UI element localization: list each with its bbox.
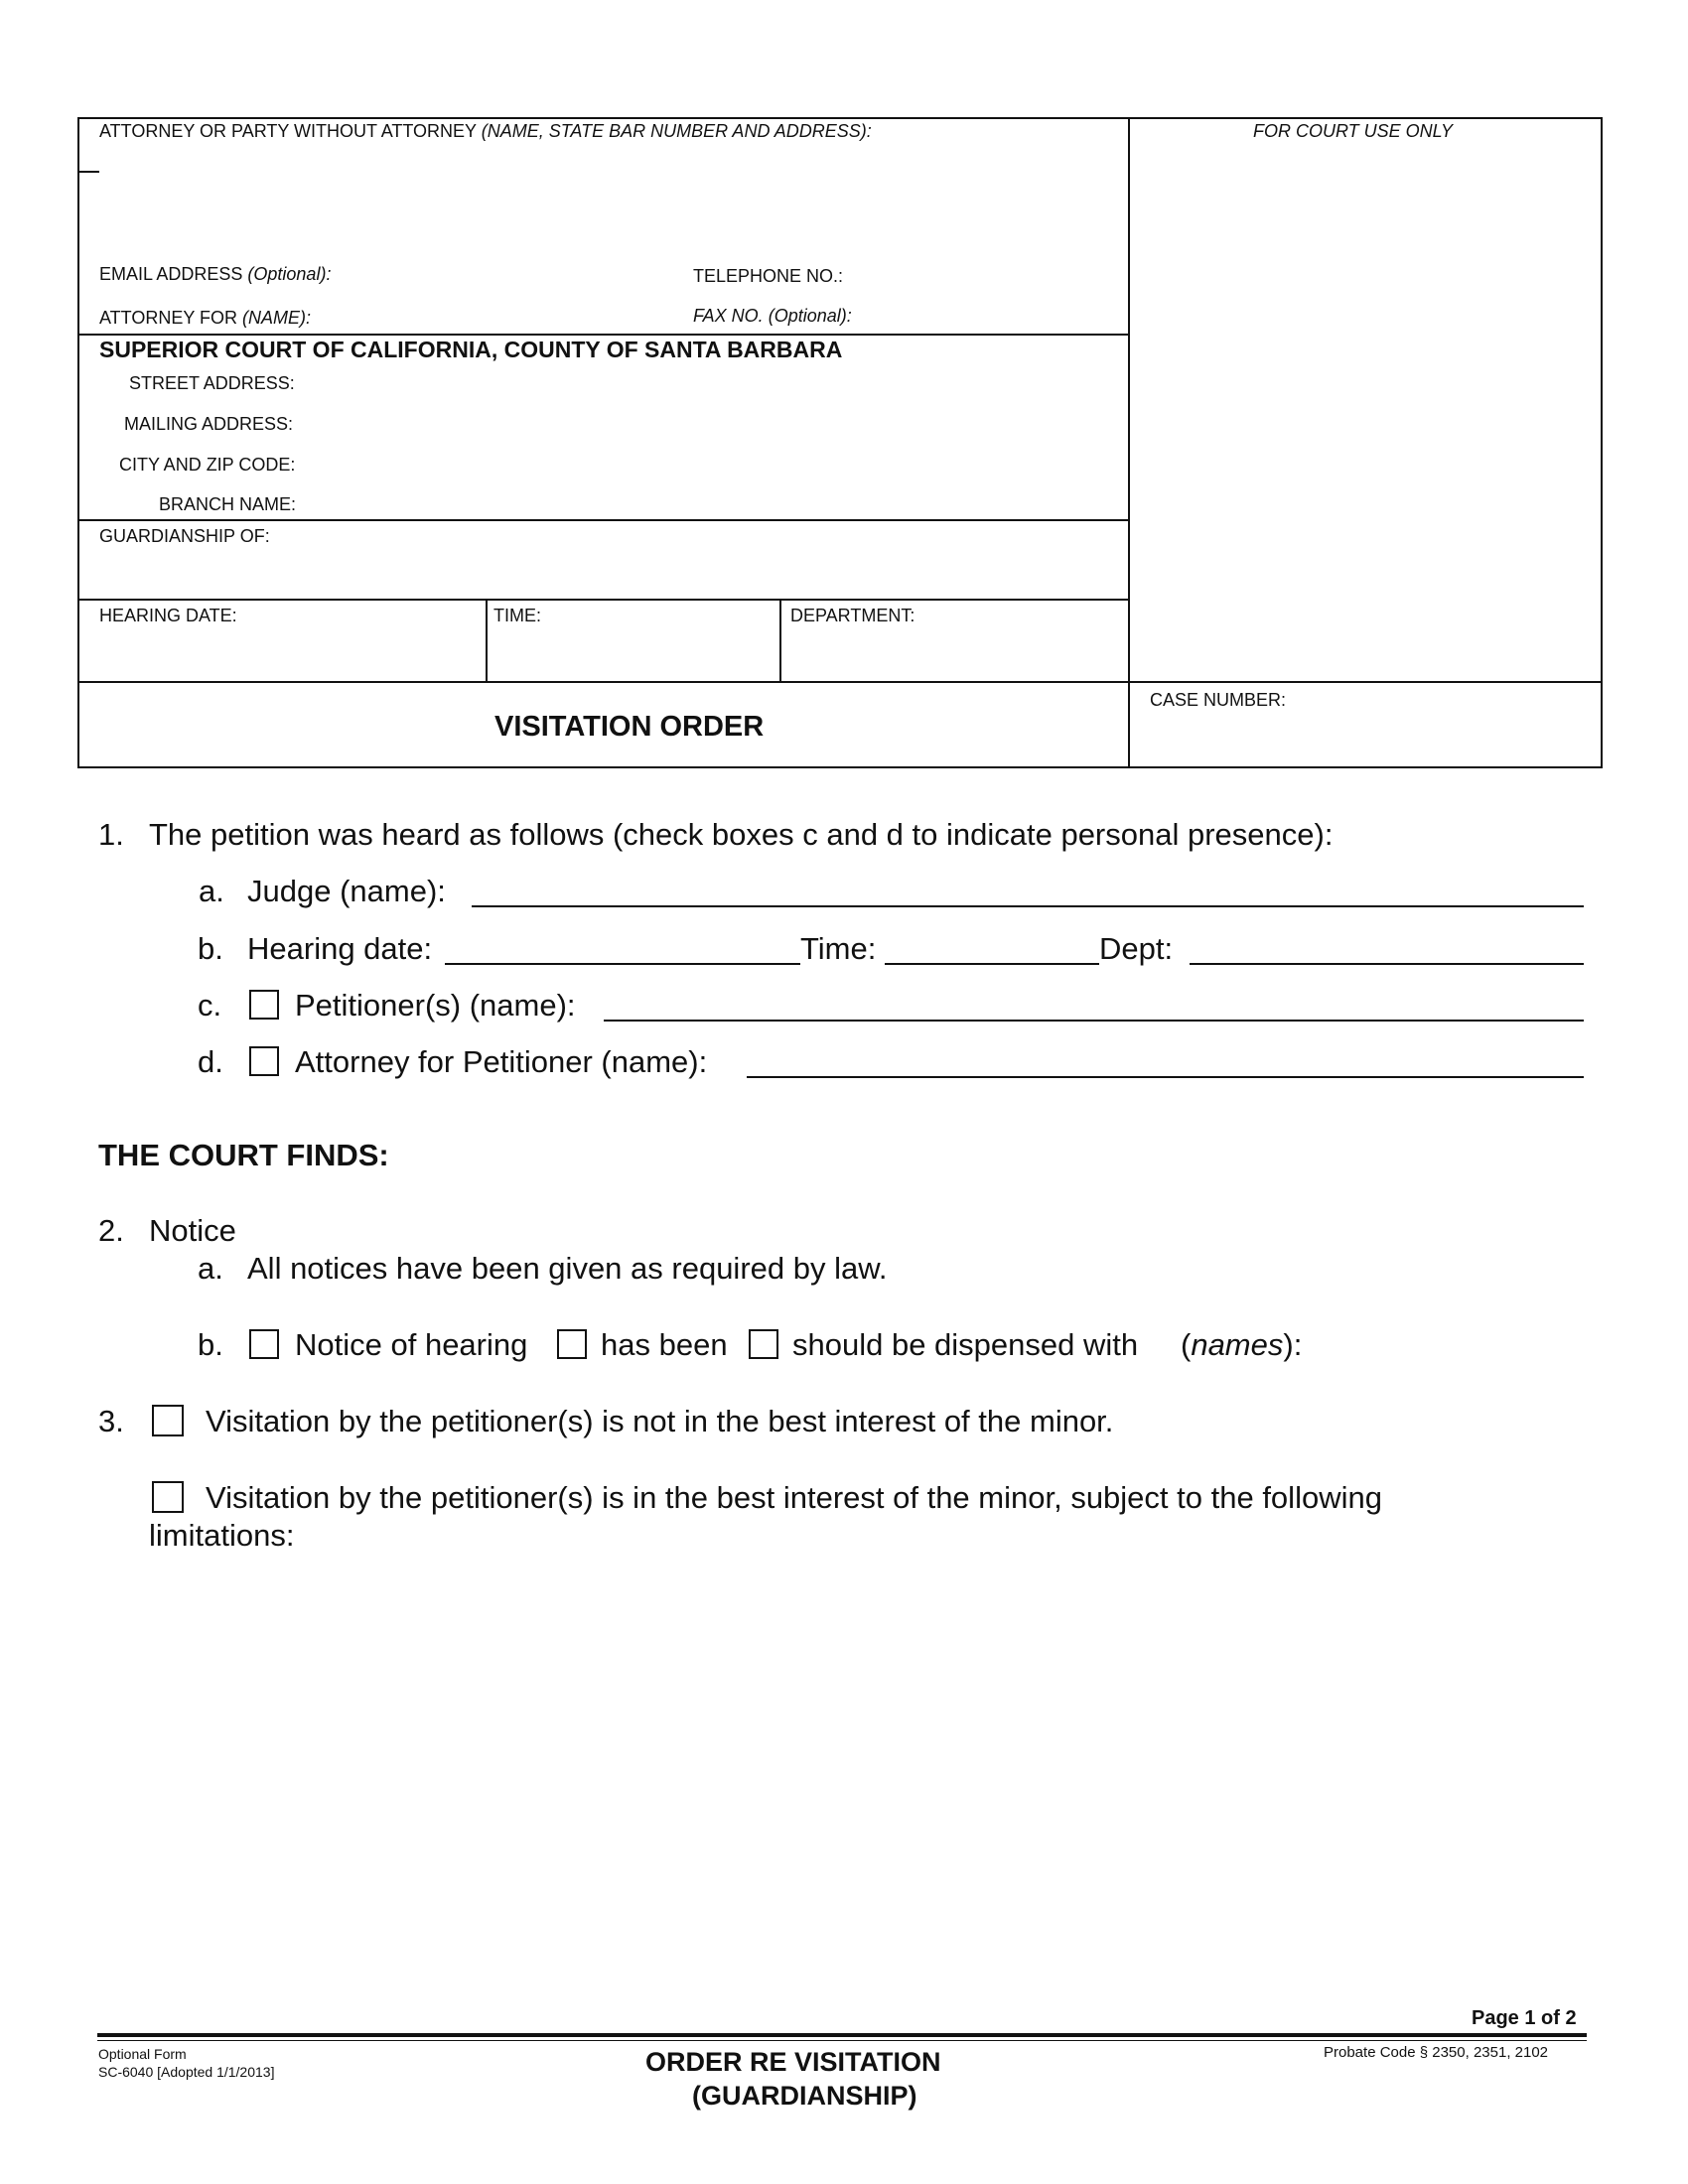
item-1d-text: Attorney for Petitioner (name): — [295, 1044, 708, 1079]
item-1b-dept-label: Dept: — [1099, 931, 1174, 966]
footer-rule-thin — [97, 2040, 1587, 2041]
footer-title-line1: ORDER RE VISITATION — [645, 2047, 941, 2077]
email-label: EMAIL ADDRESS (Optional): — [99, 264, 332, 284]
attorney-for-label: ATTORNEY FOR (NAME): — [99, 308, 312, 328]
form-id-label: SC-6040 [Adopted 1/1/2013] — [98, 2064, 275, 2080]
item-2-title: Notice — [149, 1213, 236, 1248]
footer-rule-thick — [97, 2033, 1587, 2037]
item-1c-letter: c. — [198, 988, 222, 1023]
rule-title — [79, 681, 1603, 683]
case-number-label: CASE NUMBER: — [1150, 690, 1287, 710]
best-interest-label-line2: limitations: — [149, 1518, 295, 1553]
tick-mark — [79, 171, 99, 173]
item-2b-letter: b. — [198, 1327, 223, 1362]
hearing-divider-2 — [779, 599, 781, 682]
item-1c-text: Petitioner(s) (name): — [295, 988, 576, 1023]
telephone-label: TELEPHONE NO.: — [693, 266, 844, 286]
notice-of-hearing-label: Notice of hearing — [295, 1327, 528, 1362]
hearing-date-label: HEARING DATE: — [99, 606, 237, 625]
item-1b-letter: b. — [198, 931, 223, 966]
caption-header — [77, 117, 1603, 768]
has-been-checkbox[interactable] — [557, 1329, 587, 1359]
branch-name-label: BRANCH NAME: — [159, 494, 297, 514]
rule-hearing — [79, 599, 1128, 601]
has-been-label: has been — [601, 1327, 728, 1362]
form-title: VISITATION ORDER — [494, 711, 765, 743]
hearing-time-field[interactable] — [885, 963, 1099, 965]
petitioner-name-field[interactable] — [604, 1020, 1584, 1022]
item-1-text: The petition was heard as follows (check boxes c and d to indicate personal presence): — [149, 817, 1334, 852]
item-2a-text: All notices have been given as required by law. — [247, 1251, 888, 1286]
attorney-label: ATTORNEY OR PARTY WITHOUT ATTORNEY (NAME, STATE BAR NUMBER AND ADDRESS): — [99, 121, 872, 141]
dispensed-checkbox[interactable] — [749, 1329, 778, 1359]
petitioner-checkbox[interactable] — [249, 990, 279, 1020]
hearing-date-field[interactable] — [445, 963, 800, 965]
item-1b-hearing-label: Hearing date: — [247, 931, 433, 966]
rule-court — [79, 334, 1128, 336]
not-best-interest-label: Visitation by the petitioner(s) is not in the best interest of the minor. — [206, 1404, 1114, 1438]
department-label: DEPARTMENT: — [790, 606, 915, 625]
not-best-interest-checkbox[interactable] — [152, 1405, 184, 1436]
hearing-divider-1 — [486, 599, 488, 682]
attorney-checkbox[interactable] — [249, 1046, 279, 1076]
court-use-label: FOR COURT USE ONLY — [1253, 121, 1454, 141]
hearing-dept-field[interactable] — [1190, 963, 1584, 965]
court-name: SUPERIOR COURT OF CALIFORNIA, COUNTY OF SANTA BARBARA — [99, 337, 843, 362]
header-divider — [1128, 119, 1130, 768]
probate-code-label: Probate Code § 2350, 2351, 2102 — [1324, 2044, 1549, 2061]
rule-guardianship — [79, 519, 1128, 521]
judge-name-field[interactable] — [472, 905, 1584, 907]
street-address-label: STREET ADDRESS: — [129, 373, 295, 393]
mailing-address-label: MAILING ADDRESS: — [124, 414, 294, 434]
best-interest-checkbox[interactable] — [152, 1481, 184, 1513]
item-2a-letter: a. — [198, 1251, 223, 1286]
fax-label: FAX NO. (Optional): — [693, 306, 852, 326]
item-2-number: 2. — [98, 1213, 124, 1248]
item-3-number: 3. — [98, 1404, 124, 1438]
item-1-number: 1. — [98, 817, 124, 852]
dispensed-label: should be dispensed with — [792, 1327, 1139, 1362]
time-label: TIME: — [493, 606, 541, 625]
notice-of-hearing-checkbox[interactable] — [249, 1329, 279, 1359]
names-label: (names): — [1181, 1327, 1303, 1362]
attorney-name-field[interactable] — [747, 1076, 1584, 1078]
item-1b-time-label: Time: — [800, 931, 877, 966]
page-number: Page 1 of 2 — [1472, 2007, 1577, 2029]
optional-form-label: Optional Form — [98, 2046, 187, 2062]
findings-heading: THE COURT FINDS: — [98, 1138, 389, 1172]
item-1d-letter: d. — [198, 1044, 223, 1079]
city-zip-label: CITY AND ZIP CODE: — [119, 455, 296, 475]
best-interest-label-line1: Visitation by the petitioner(s) is in the best interest of the minor, subject to the following — [206, 1480, 1382, 1515]
item-1a-letter: a. — [199, 874, 224, 908]
item-1a-text: Judge (name): — [247, 874, 446, 908]
guardianship-of-label: GUARDIANSHIP OF: — [99, 526, 270, 546]
footer-title-line2: (GUARDIANSHIP) — [692, 2081, 917, 2111]
